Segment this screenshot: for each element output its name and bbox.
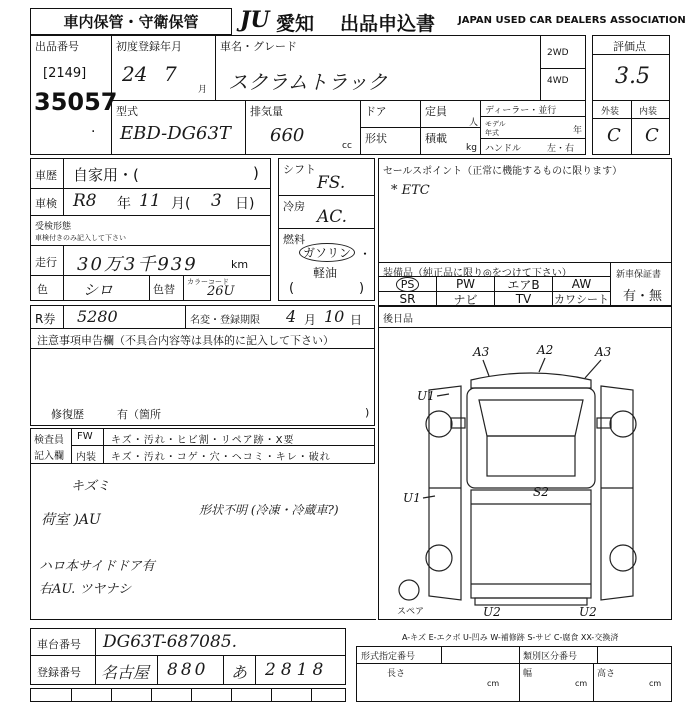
body-shape-cell [360, 127, 421, 155]
chassis-row [30, 628, 346, 656]
class-designation-label: 類別区分番号 [523, 652, 578, 662]
color-code-value: 26U [207, 284, 235, 299]
recycle-value: 5280 [77, 307, 118, 326]
pointer-line [539, 358, 545, 372]
model-label: 型式 [116, 105, 138, 118]
handwritten-notes-area [30, 463, 376, 620]
capacity-label: 定員 [425, 105, 447, 118]
note-line: 形状不明 (冷凍・冷蔵車?) [199, 503, 339, 517]
fuel-label: 燃料 [283, 233, 305, 246]
registration-number: 2818 [265, 660, 329, 680]
load-unit: kg [466, 143, 477, 153]
pointer-line [483, 360, 489, 376]
ac-label: 冷房 [283, 200, 305, 213]
equip-sr: SR [378, 291, 437, 307]
dealer-label: ディーラー・並行 [485, 106, 557, 116]
fuel-diesel: 軽油 [313, 266, 338, 280]
inspection-month-unit: 月( [171, 196, 191, 212]
note-line: ハロ本サイドドア有 [39, 559, 155, 574]
equip-airbag: エアB [494, 276, 553, 292]
pointer-line [437, 394, 449, 396]
org-name: 愛知 [276, 13, 315, 35]
car-name-value: スクラムトラック [228, 70, 388, 94]
transfer-day: 10 [324, 307, 345, 326]
drive-cell [540, 35, 586, 101]
history-close: ) [253, 164, 259, 182]
registration-kana: あ [231, 663, 248, 682]
car-diagram [379, 328, 671, 619]
form-title: 出品申込書 [340, 13, 436, 35]
damage-u1-mid: U1 [403, 491, 421, 505]
note-line: 右AU. ツヤナシ [39, 582, 132, 597]
body-shape-label: 形状 [365, 132, 387, 145]
int-grade: C [645, 125, 659, 146]
first-reg-month: 7 [164, 62, 177, 86]
inspector-label-2: 記入欄 [34, 451, 64, 462]
history-label: 車歴 [35, 169, 57, 182]
car-name-label: 車名・グレード [220, 40, 297, 53]
registration-row [30, 655, 346, 685]
registration-region: 名古屋 [101, 663, 150, 682]
equip-aw: AW [552, 276, 611, 292]
spec-height-label: 高さ [597, 669, 616, 679]
dealer-handle: ハンドル [485, 144, 522, 154]
damage-a2: A2 [537, 343, 554, 357]
displacement-label: 排気量 [250, 105, 283, 118]
spec-box [356, 646, 672, 702]
inspector-label-1: 検査員 [34, 435, 64, 446]
mileage-value: 30万3千939 [77, 254, 198, 275]
warranty-cell [610, 262, 672, 307]
capacity-unit: 人 [469, 118, 479, 128]
shift-value: FS. [317, 173, 346, 193]
storage-box: 車内保管・守衛保管 [30, 8, 232, 35]
door-label: ドア [365, 105, 387, 118]
lot-dot: . [91, 120, 96, 136]
transfer-label: 名変・登録期限 [190, 315, 260, 326]
lot-number: 35057 [34, 88, 118, 116]
displacement-value: 660 [270, 125, 305, 146]
inspection-day: 3 [211, 191, 222, 211]
load-cell [420, 127, 481, 155]
ext-label: 外装 [601, 107, 620, 117]
fuel-cell [278, 228, 375, 301]
damage-u1-top: U1 [417, 389, 435, 403]
inspection-era: R8 [73, 191, 97, 211]
displacement-unit: cc [342, 141, 352, 151]
model-cell [111, 100, 246, 155]
ext-grade: C [607, 125, 621, 146]
color-change-label: 色替 [153, 283, 175, 296]
cab-outline [467, 388, 595, 488]
inspector-fw-items: キズ・汚れ・ヒビ割・リペア跡・X要 [111, 435, 295, 446]
dealer-model: モデル [485, 120, 506, 128]
inspection-type-row [30, 215, 271, 246]
equipment-label: 装備品（純正品に限り◎をつけて下さい） [383, 268, 572, 279]
dealer-year: 年式 [485, 129, 499, 137]
dealer-year-unit: 年 [573, 126, 583, 136]
wheel-rear-left [426, 545, 452, 571]
first-reg-label: 初度登録年月 [116, 40, 182, 53]
inspection-type-label: 受検形態 [35, 222, 72, 232]
inspector-box [30, 428, 375, 464]
type-designation-label: 形式指定番号 [361, 652, 416, 662]
capacity-cell [420, 100, 481, 128]
inspection-day-unit: 日) [235, 196, 255, 212]
roof [487, 436, 575, 476]
model-value: EBD-DG63T [120, 123, 231, 144]
repair-history-close: ) [365, 406, 370, 419]
color-value: シロ [83, 281, 114, 299]
score-cell [592, 35, 670, 101]
damage-u2-right: U2 [579, 605, 597, 619]
mileage-row [30, 245, 271, 276]
sales-point-label: セールスポイント（正常に機能するものに限ります） [383, 166, 623, 177]
ju-logo-mark: JU [240, 7, 270, 33]
spare-label: スペア [397, 607, 425, 617]
lot-sub: [2149] [43, 66, 87, 81]
spare-tire [399, 580, 419, 600]
inspection-label: 車検 [35, 197, 57, 210]
spec-width-label: 幅 [523, 669, 533, 679]
notes-box [30, 328, 375, 426]
equip-pw: PW [436, 276, 495, 292]
recycle-label: R券 [35, 312, 56, 326]
sales-point-cell [378, 158, 672, 263]
lot-cell [30, 35, 118, 155]
car-diagram-box [378, 327, 672, 620]
inspection-month: 11 [139, 191, 161, 211]
mileage-unit: km [231, 258, 249, 271]
ac-value: AC. [317, 207, 348, 227]
damage-u2-left: U2 [483, 605, 501, 619]
int-label: 内装 [639, 107, 658, 117]
mirror-left [451, 418, 465, 428]
spec-length-label: 長さ [387, 669, 406, 679]
color-label: 色 [37, 283, 48, 296]
mirror-right [597, 418, 611, 428]
inspector-int-label: 内装 [76, 452, 96, 463]
first-reg-month-unit: 月 [198, 85, 208, 95]
later-items-cell [378, 305, 672, 328]
shift-label: シフト [283, 163, 316, 176]
fuel-open: ( [289, 281, 295, 296]
ext-int-cell [592, 100, 670, 155]
inspection-type-note: 車検付きのみ記入して下さい [35, 234, 126, 242]
ac-cell [278, 195, 375, 229]
car-name-cell [215, 35, 541, 101]
spec-width-unit: cm [575, 679, 588, 688]
rear-bumper [475, 598, 587, 605]
windshield [479, 400, 583, 436]
dealer-handle-opts: 左・右 [547, 144, 575, 154]
chassis-label: 車台番号 [37, 638, 81, 651]
note-line: キズミ [71, 479, 110, 494]
repair-history-label: 修復歴 [51, 408, 84, 421]
equip-ps [378, 276, 437, 292]
inspector-fw-label: FW [77, 431, 93, 442]
registration-label: 登録番号 [37, 666, 81, 679]
transfer-day-unit: 日 [350, 313, 363, 327]
drive-2wd: 2WD [547, 48, 569, 58]
equip-ps-text: PS [396, 277, 420, 292]
wheel-front-left [426, 411, 452, 437]
displacement-cell [245, 100, 361, 155]
fuel-gas: ガソリン [299, 243, 355, 262]
spec-height-unit: cm [649, 679, 662, 688]
spec-length-unit: cm [487, 679, 500, 688]
warranty-value: 有・無 [623, 289, 663, 304]
note-line: 荷室 )AU [41, 512, 101, 528]
wheel-rear-right [610, 545, 636, 571]
load-label: 積載 [425, 132, 447, 145]
dealer-cell [480, 100, 586, 155]
equip-navi: ナビ [436, 291, 495, 307]
chassis-value: DG63T-687085. [103, 632, 238, 652]
first-reg-year: 24 [122, 62, 148, 86]
transfer-month: 4 [286, 307, 297, 326]
score-label: 評価点 [613, 40, 646, 53]
inspection-year-unit: 年 [117, 196, 131, 212]
inspector-int-items: キズ・汚れ・コゲ・穴・ヘコミ・キレ・破れ [111, 452, 331, 463]
first-reg-cell [111, 35, 216, 101]
damage-a3-left: A3 [473, 345, 490, 359]
fuel-close: ) [359, 281, 365, 296]
fuel-dot: ・ [359, 247, 372, 261]
sales-point-value: * ETC [391, 183, 430, 198]
transfer-month-unit: 月 [304, 313, 317, 327]
drive-4wd: 4WD [547, 76, 569, 86]
inspection-row [30, 188, 271, 216]
history-row [30, 158, 271, 189]
damage-legend: A-キズ E-エクボ U-凹み W-補修跡 S-サビ C-腐食 XX-交換済 [402, 633, 619, 642]
lot-label: 出品番号 [35, 40, 79, 53]
later-items-label: 後日品 [383, 314, 413, 325]
score-value: 3.5 [615, 64, 650, 89]
damage-s2: S2 [533, 485, 549, 499]
registration-class: 880 [167, 660, 209, 680]
warranty-label: 新車保証書 [616, 270, 662, 280]
damage-a3-right: A3 [595, 345, 612, 359]
repair-history-value: 有（箇所 [117, 408, 161, 421]
mileage-label: 走行 [35, 256, 57, 269]
door-cell [360, 100, 421, 128]
wheel-front-right [610, 411, 636, 437]
pointer-line [585, 360, 601, 378]
transfer-cell [185, 305, 375, 329]
recycle-cell [30, 305, 186, 329]
shift-cell [278, 158, 375, 196]
equip-tv: TV [494, 291, 553, 307]
equip-leather-seat: カワシート [554, 293, 609, 306]
cargo-bed [471, 490, 591, 598]
notes-label: 注意事項申告欄（不具合内容等は具体的に記入して下さい） [37, 334, 334, 347]
color-row [30, 275, 271, 301]
history-value: 自家用・( [73, 166, 139, 184]
association-name: JAPAN USED CAR DEALERS ASSOCIATION [458, 15, 686, 26]
color-code-label: カラーコード [187, 278, 229, 286]
